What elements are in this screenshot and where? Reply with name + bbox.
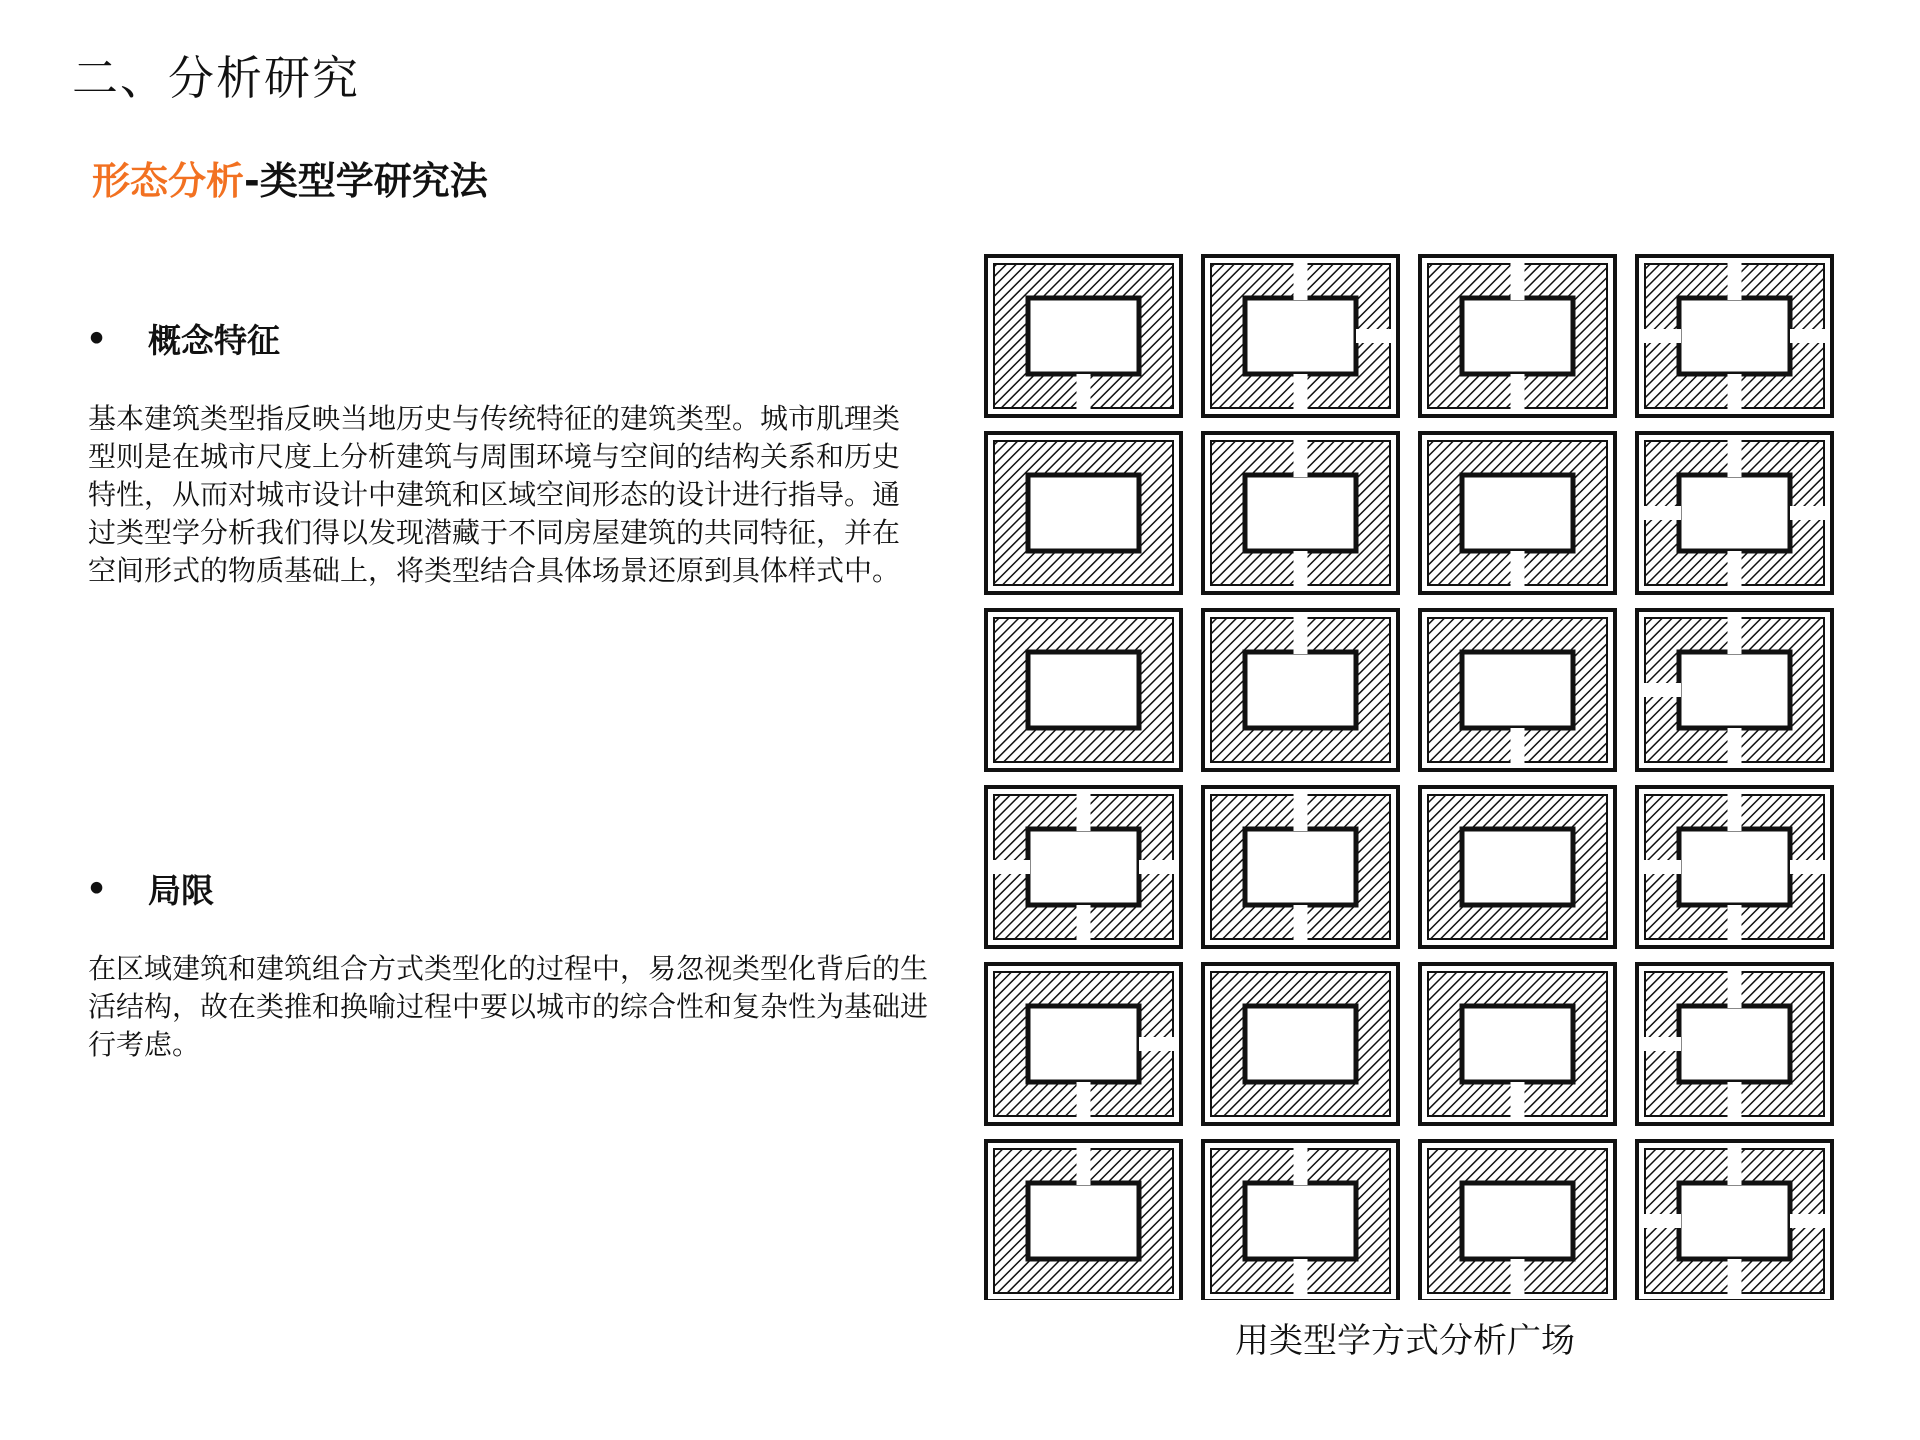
plan-cell <box>986 964 1181 1124</box>
bullet-concept <box>86 315 280 362</box>
plan-cell <box>1203 433 1398 593</box>
plan-cell <box>1420 787 1615 947</box>
plan-cell <box>1420 964 1615 1124</box>
bullet-dot: • <box>86 319 108 358</box>
plan-cell <box>1637 964 1832 1124</box>
plan-cell <box>1420 433 1615 593</box>
plan-cell <box>1637 787 1832 947</box>
page-subtitle <box>92 150 488 205</box>
plan-cell <box>986 787 1181 947</box>
plan-cell <box>1203 610 1398 770</box>
heading-concept: 概念特征 <box>148 321 280 360</box>
plan-cell <box>1637 256 1832 416</box>
plan-cell <box>986 433 1181 593</box>
plan-cell <box>1637 610 1832 770</box>
square-typology-figure <box>980 250 1850 1300</box>
subtitle-rest: -类型学研究法 <box>244 159 488 203</box>
plan-cell <box>1420 610 1615 770</box>
plan-cell <box>1203 1141 1398 1300</box>
plan-cell <box>1637 1141 1832 1300</box>
plan-cell <box>986 1141 1181 1300</box>
paragraph-limitation: 在区域建筑和建筑组合方式类型化的过程中，易忽视类型化背后的生活结构，故在类推和换喻过程中要以城市的综合性和复杂性为基础进行考虑。 <box>88 952 929 1061</box>
plan-cell <box>1420 256 1615 416</box>
plan-cell <box>1203 256 1398 416</box>
square-typology-drawing <box>980 250 1850 1300</box>
plan-cell <box>1203 964 1398 1124</box>
section-title: 二、分析研究 <box>72 51 360 105</box>
paragraph-concept: 基本建筑类型指反映当地历史与传统特征的建筑类型。城市肌理类型则是在城市尺度上分析建筑与周围环境与空间的结构关系和历史特性，从而对城市设计中建筑和区域空间形态的设计进行指导。通过类型学分析我们得以发现潜藏于不同房屋建筑的共同特征，并在空间形式的物质基础上，将类型结合具体场景还原到具体样式中。 <box>88 402 901 587</box>
subtitle-accent: 形态分析 <box>92 159 245 203</box>
bullet-dot: • <box>86 869 108 908</box>
heading-limitation: 局限 <box>148 871 214 910</box>
bullet-limitation <box>86 865 214 912</box>
plan-cell <box>986 256 1181 416</box>
plan-cell <box>986 610 1181 770</box>
figure-caption: 用类型学方式分析广场 <box>1235 1321 1575 1361</box>
plan-cell <box>1637 433 1832 593</box>
plan-cell <box>1420 1141 1615 1300</box>
plan-cell <box>1203 787 1398 947</box>
